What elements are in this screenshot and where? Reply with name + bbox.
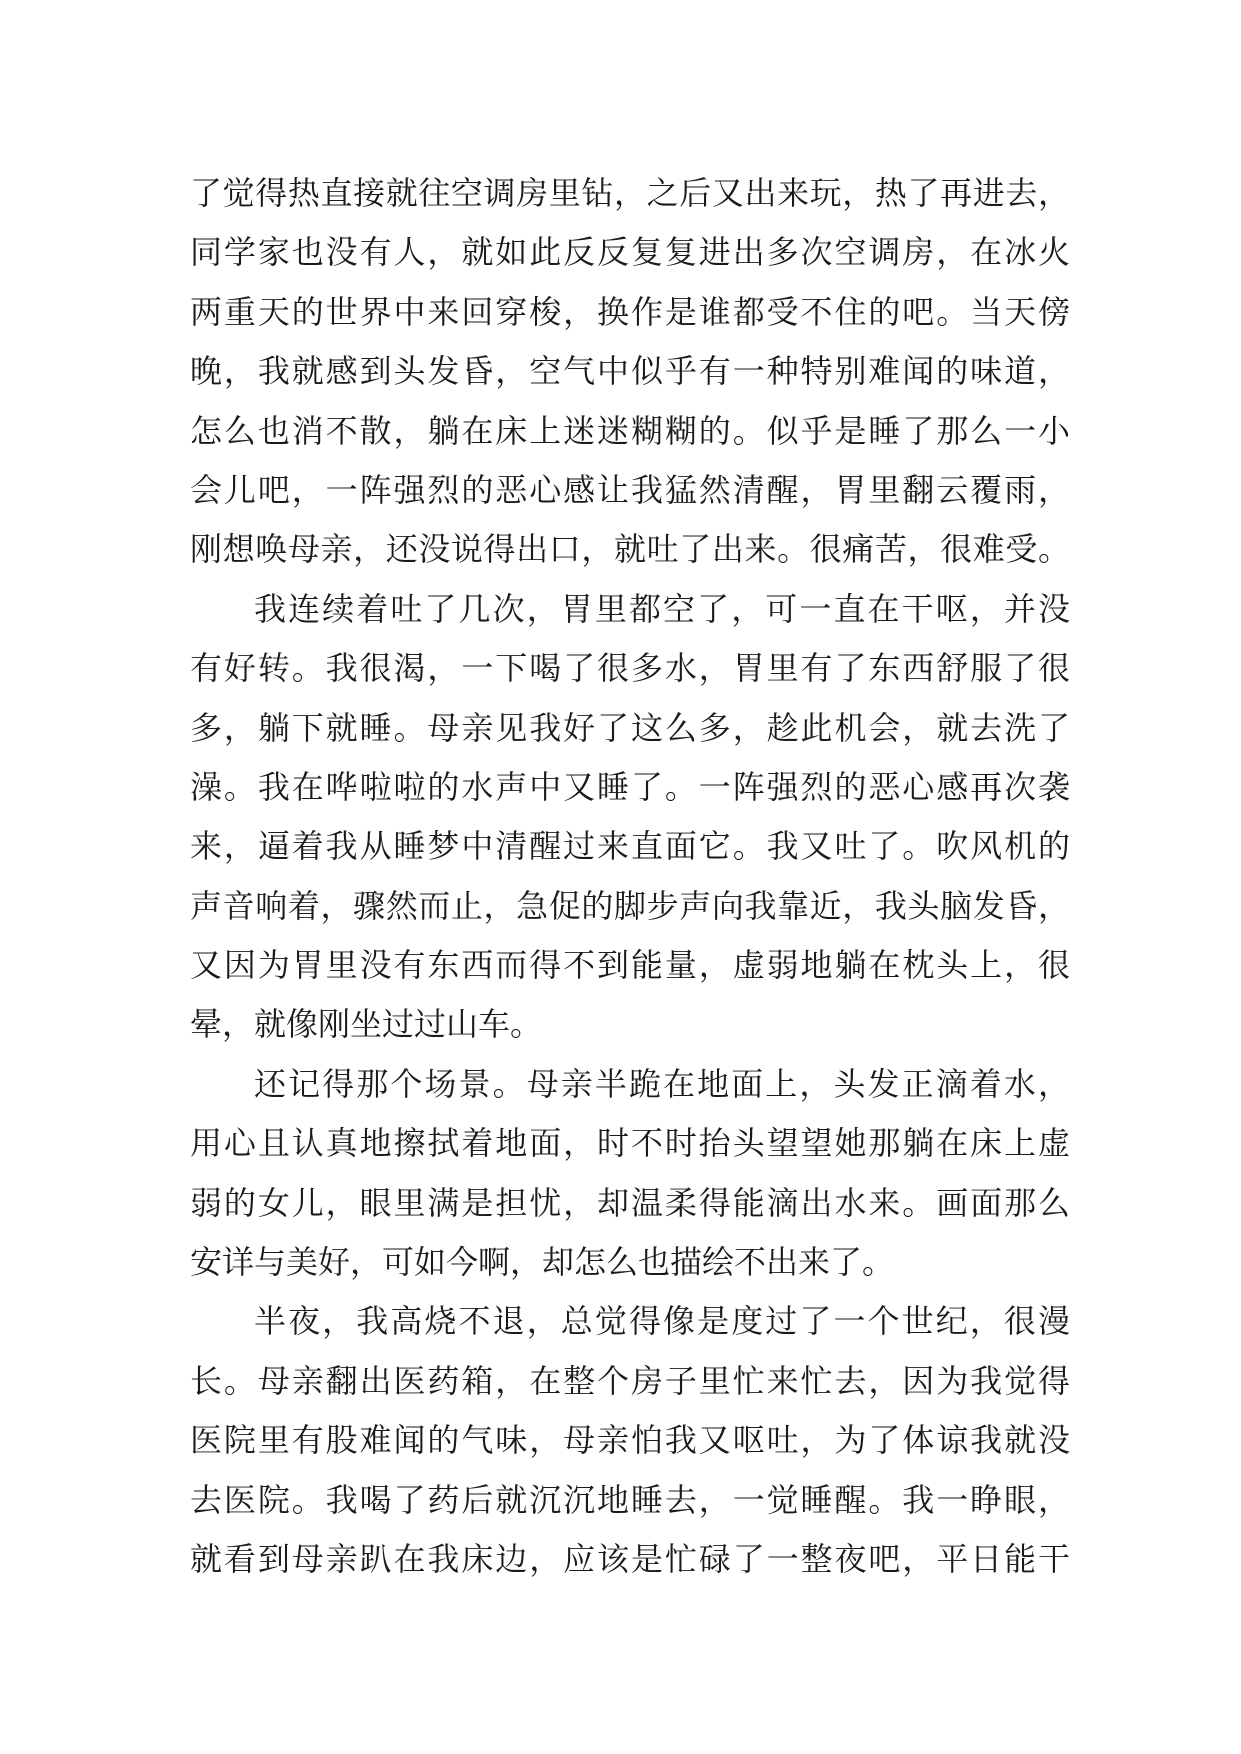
paragraph-end-line: 安详与美好，可如今啊，却怎么也描绘不出来了。 [190, 1243, 895, 1282]
paragraph-start-line: 还记得那个场景。母亲半跪在地面上，头发正滴着水， [254, 1064, 1070, 1103]
text-line-17: 用心且认真地擦拭着地面，时不时抬头望望她那躺在床上虚 [190, 1124, 1070, 1163]
text-line-4: 晚，我就感到头发昏，空气中似乎有一种特别难闻的味道， [190, 352, 1070, 391]
text-line-9: 有好转。我很渴，一下喝了很多水，胃里有了东西舒服了很 [190, 649, 1070, 688]
text-line-12: 来，逼着我从睡梦中清醒过来直面它。我又吐了。吹风机的 [190, 827, 1070, 866]
body-text [190, 164, 1070, 1589]
text-line-21: 长。母亲翻出医药箱，在整个房子里忙来忙去，因为我觉得 [190, 1361, 1070, 1400]
paragraph-start-line: 半夜，我高烧不退，总觉得像是度过了一个世纪，很漫 [254, 1302, 1070, 1341]
paragraph-start-line: 我连续着吐了几次，胃里都空了，可一直在干呕，并没 [254, 589, 1070, 628]
text-line-10: 多，躺下就睡。母亲见我好了这么多，趁此机会，就去洗了 [190, 708, 1070, 747]
text-line-23: 去医院。我喝了药后就沉沉地睡去，一觉睡醒。我一睁眼， [190, 1480, 1070, 1519]
text-line-22: 医院里有股难闻的气味，母亲怕我又呕吐，为了体谅我就没 [190, 1421, 1070, 1460]
text-line-14: 又因为胃里没有东西而得不到能量，虚弱地躺在枕头上，很 [190, 946, 1070, 985]
text-line-11: 澡。我在哗啦啦的水声中又睡了。一阵强烈的恶心感再次袭 [190, 767, 1070, 806]
paragraph-end-line: 晕，就像刚坐过过山车。 [190, 1005, 543, 1044]
text-line-24: 就看到母亲趴在我床边，应该是忙碌了一整夜吧，平日能干 [190, 1539, 1070, 1578]
text-line-6: 会儿吧，一阵强烈的恶心感让我猛然清醒，胃里翻云覆雨， [190, 470, 1070, 509]
text-line-2: 同学家也没有人，就如此反反复复进出多次空调房，在冰火 [190, 233, 1070, 272]
text-line-5: 怎么也消不散，躺在床上迷迷糊糊的。似乎是睡了那么一小 [190, 411, 1070, 450]
text-line-7: 刚想唤母亲，还没说得出口，就吐了出来。很痛苦，很难受。 [190, 530, 1070, 569]
text-line-13: 声音响着，骤然而止，急促的脚步声向我靠近，我头脑发昏， [190, 886, 1070, 925]
text-line-3: 两重天的世界中来回穿梭，换作是谁都受不住的吧。当天傍 [190, 292, 1070, 331]
text-line-1: 了觉得热直接就往空调房里钻，之后又出来玩，热了再进去， [190, 174, 1070, 212]
text-line-18: 弱的女儿，眼里满是担忧，却温柔得能滴出水来。画面那么 [190, 1183, 1070, 1222]
